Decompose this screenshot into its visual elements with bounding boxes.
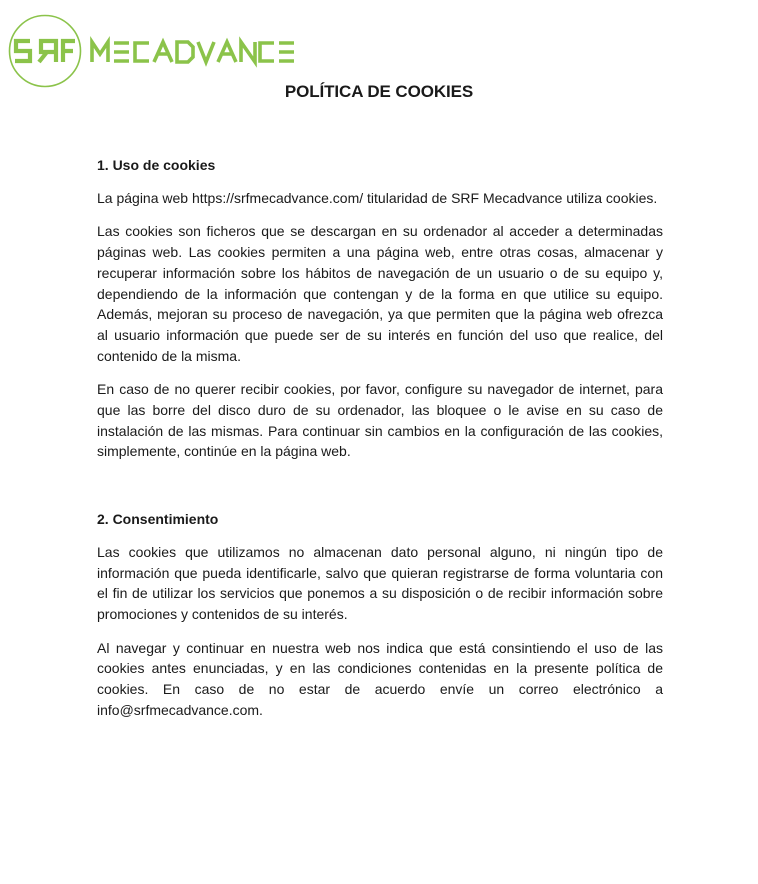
section-heading: 2. Consentimiento bbox=[97, 511, 219, 528]
srf-mecadvance-logo bbox=[8, 14, 298, 90]
paragraph: Las cookies que utilizamos no almacenan dato personal alguno, ni ningún tipo de información que pueda identificarle, salvo que quieran registrarse de forma voluntaria con el fin de utilizar los servicios que ponemos a su disposición o de recibir información sobre promociones y contenidos de su interés. bbox=[97, 543, 663, 622]
section-uso-de-cookies bbox=[97, 155, 663, 462]
company-logo bbox=[8, 14, 298, 90]
section-consentimiento bbox=[97, 509, 663, 720]
page-title: POLÍTICA DE COOKIES bbox=[284, 82, 474, 101]
paragraph: Las cookies son ficheros que se descargan en su ordenador al acceder a determinadas páginas web. Las cookies permiten a una página web, entre otras cosas, almacenar y recuperar información sobre los hábitos de navegación de un usuario o de su equipo y, dependiendo de la información que contengan y de la forma en que utilice su equipo. Además, mejoran su proceso de navegación, ya que permiten que la página web ofrezca al usuario información que puede ser de su interés en función del uso que realice, del contenido de la misma. bbox=[97, 223, 663, 364]
document-body bbox=[97, 155, 663, 733]
section-heading: 1. Uso de cookies bbox=[97, 157, 216, 173]
paragraph: En caso de no querer recibir cookies, por favor, configure su navegador de internet, para que las borre del disco duro de su ordenador, las bloquee o le avise en su caso de instalación de las mismas. Para continuar sin cambios en la configuración de las cookies, simplemente, continúe en la página web. bbox=[97, 381, 663, 460]
paragraph: La página web https://srfmecadvance.com/ titularidad de SRF Mecadvance utiliza cookies. bbox=[97, 189, 658, 206]
paragraph: Al navegar y continuar en nuestra web nos indica que está consintiendo el uso de las cookies antes enunciadas, y en las condiciones contenidas en la presente política de cookies. En caso de no estar de acuerdo envíe un correo electrónico a info@srfmecadvance.com. bbox=[97, 639, 663, 718]
section-spacer bbox=[97, 475, 663, 509]
